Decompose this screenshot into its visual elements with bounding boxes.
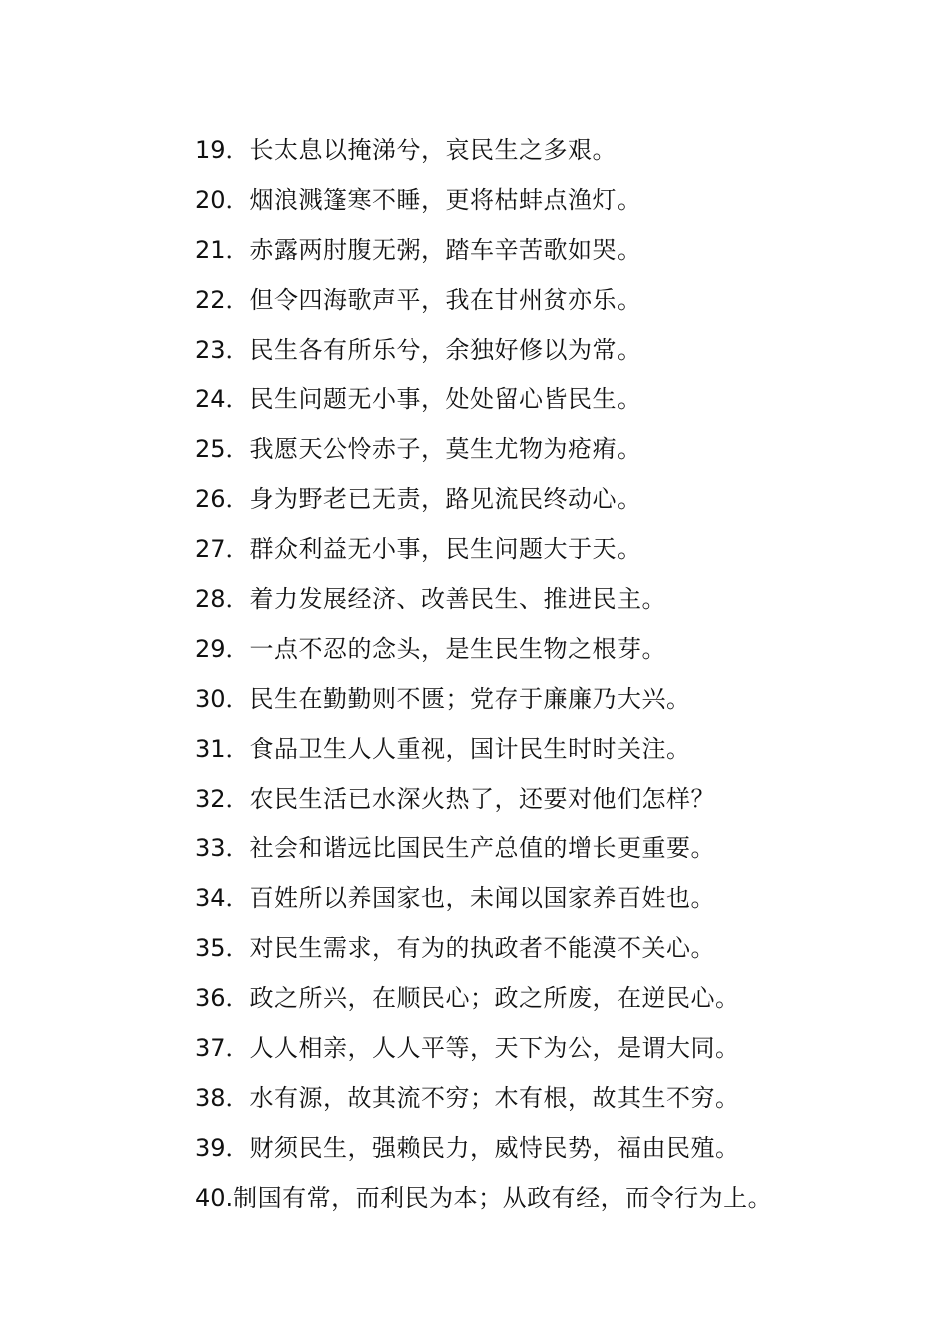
quote-number: 39． [195, 1133, 250, 1162]
quote-number: 33． [195, 834, 250, 863]
quote-text: 制国有常，而利民为本；从政有经，而令行为上。 [233, 1183, 773, 1212]
quote-line [195, 826, 772, 876]
quote-number: 28． [195, 585, 250, 614]
quote-number: 40. [195, 1183, 234, 1212]
quote-line [195, 926, 772, 976]
quote-number: 31． [195, 734, 250, 763]
quote-number: 26． [195, 485, 250, 514]
quote-line [195, 377, 772, 427]
quote-text: 民生在勤勤则不匮；党存于廉廉乃大兴。 [249, 684, 691, 713]
quote-text: 长太息以掩涕兮，哀民生之多艰。 [249, 136, 618, 164]
quote-text: 一点不忍的念头，是生民生物之根芽。 [249, 634, 667, 663]
quote-text: 百姓所以养国家也，未闻以国家养百姓也。 [249, 884, 716, 913]
quote-line [195, 128, 772, 178]
quote-line [195, 228, 772, 278]
quote-line [195, 1126, 772, 1176]
quote-number: 37． [195, 1034, 250, 1063]
quote-line [195, 1026, 772, 1076]
quote-line [195, 178, 772, 228]
quote-number: 24． [195, 385, 250, 414]
quote-line [195, 976, 772, 1026]
quote-text: 烟浪溅篷寒不睡，更将枯蚌点渔灯。 [249, 185, 642, 214]
quote-line [195, 1176, 772, 1226]
quote-number: 38． [195, 1083, 250, 1112]
quote-number: 29． [195, 634, 250, 663]
quote-text: 身为野老已无责，路见流民终动心。 [249, 485, 642, 514]
quote-number: 21． [195, 235, 250, 264]
quote-line [195, 328, 772, 378]
quote-number: 19． [195, 136, 250, 164]
quote-text: 着力发展经济、改善民生、推进民主。 [249, 585, 667, 614]
quote-line [195, 627, 772, 677]
quote-number: 30． [195, 684, 250, 713]
quote-line [195, 427, 772, 477]
quote-text: 对民生需求，有为的执政者不能漠不关心。 [249, 934, 716, 963]
quote-text: 食品卫生人人重视，国计民生时时关注。 [249, 734, 691, 763]
quote-text: 民生问题无小事，处处留心皆民生。 [249, 385, 642, 414]
quote-line [195, 577, 772, 627]
quote-number: 22． [195, 285, 250, 314]
quote-number: 23． [195, 335, 250, 364]
quote-text: 我愿天公怜赤子，莫生尤物为疮痏。 [249, 435, 642, 464]
quote-number: 32． [195, 784, 250, 813]
quote-number: 20． [195, 185, 250, 214]
quote-line [195, 677, 772, 727]
quote-line [195, 527, 772, 577]
quote-line [195, 278, 772, 328]
quote-number: 27． [195, 535, 250, 564]
quote-text: 农民生活已水深火热了，还要对他们怎样？ [249, 784, 716, 813]
quote-text: 水有源，故其流不穷；木有根，故其生不穷。 [249, 1083, 740, 1112]
quote-text: 政之所兴，在顺民心；政之所废，在逆民心。 [249, 984, 740, 1013]
quote-number: 35． [195, 934, 250, 963]
quote-text: 群众利益无小事，民生问题大于天。 [249, 535, 642, 564]
quote-line [195, 1076, 772, 1126]
quote-list [195, 128, 772, 1226]
quote-text: 财须民生，强赖民力，威恃民势，福由民殖。 [249, 1133, 740, 1162]
quote-number: 25． [195, 435, 250, 464]
quote-text: 民生各有所乐兮，余独好修以为常。 [249, 335, 642, 364]
quote-line [195, 477, 772, 527]
quote-number: 34． [195, 884, 250, 913]
quote-number: 36． [195, 984, 250, 1013]
quote-text: 人人相亲，人人平等，天下为公，是谓大同。 [249, 1034, 740, 1063]
quote-text: 赤露两肘腹无粥，踏车辛苦歌如哭。 [249, 235, 642, 264]
quote-line [195, 777, 772, 827]
quote-line [195, 876, 772, 926]
quote-text: 社会和谐远比国民生产总值的增长更重要。 [249, 834, 716, 863]
quote-line [195, 727, 772, 777]
quote-text: 但令四海歌声平，我在甘州贫亦乐。 [249, 285, 642, 314]
